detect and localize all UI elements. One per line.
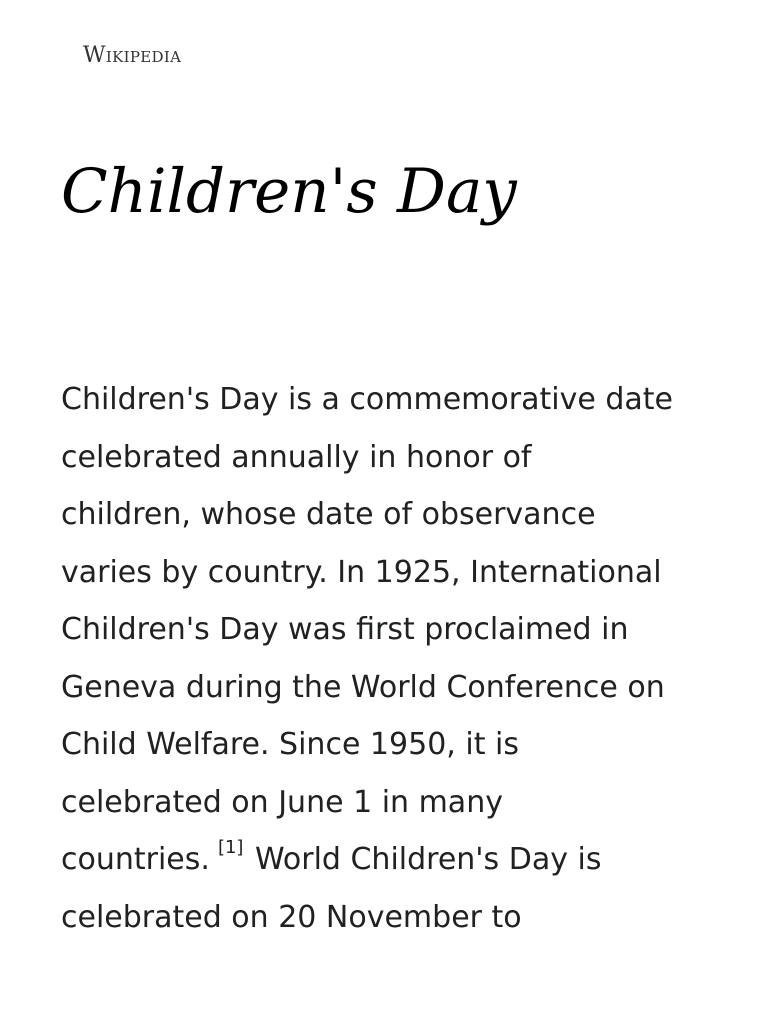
page-title: Children's Day (61, 156, 517, 227)
paragraph-text-before-citation: countries. (61, 842, 210, 877)
paragraph-line-with-citation (61, 831, 711, 889)
citation-link-1[interactable]: [1] (217, 837, 244, 858)
paragraph-text-after-citation: World Children's Day is (245, 842, 602, 877)
paragraph-line: Geneva during the World Conference on (61, 669, 665, 705)
paragraph-line: Children's Day is a commemorative date (61, 382, 673, 417)
paragraph-line: children, whose date of observance (61, 497, 596, 532)
paragraph-line: celebrated on 20 November to (61, 899, 522, 935)
paragraph-line: celebrated on June 1 in many (61, 784, 503, 820)
paragraph-line: Children's Day was first proclaimed in (61, 612, 629, 647)
wikipedia-wordmark-logo[interactable]: Wikipedia (83, 43, 182, 68)
paragraph-line: celebrated annually in honor of (61, 439, 532, 475)
article-lead-paragraph (61, 371, 711, 946)
paragraph-line: varies by country. In 1925, International (61, 554, 662, 590)
paragraph-line: Child Welfare. Since 1950, it is (61, 727, 519, 762)
